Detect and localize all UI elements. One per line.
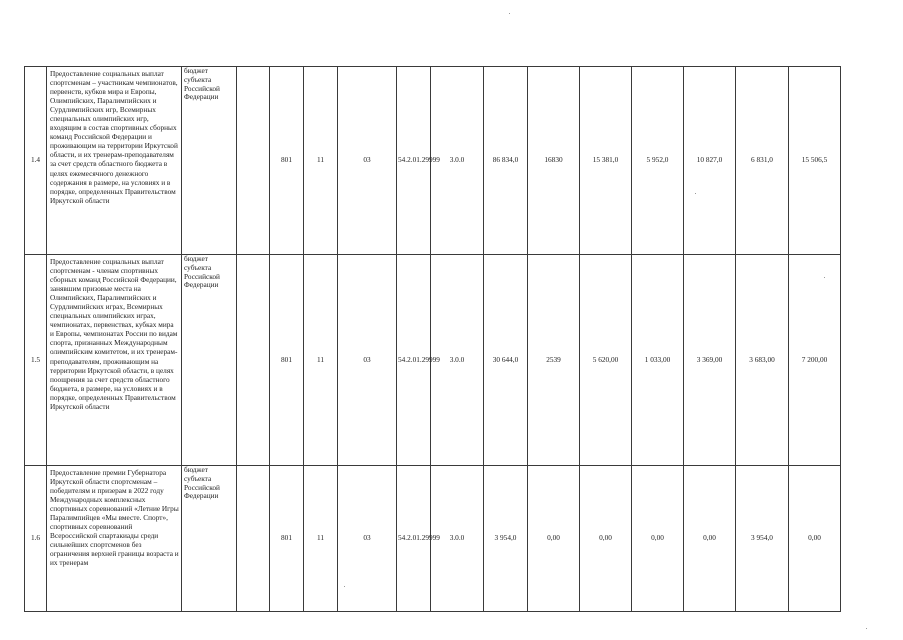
scan-speck [824, 277, 825, 278]
cell-subsection-code: 03 [338, 67, 397, 255]
cell-value: 2539 [528, 255, 580, 466]
cell-value: 6 831,0 [736, 67, 789, 255]
cell-ministry-code: 801 [270, 67, 304, 255]
row-number: 1.6 [25, 466, 47, 612]
cell-expense-type: 3.0.0 [431, 466, 484, 612]
cell-target-article: 54.2.01.29999 [397, 466, 431, 612]
scan-speck [344, 586, 345, 587]
funding-source: бюджет субъекта Российской Федерации [182, 67, 237, 255]
cell-expense-type: 3.0.0 [431, 255, 484, 466]
cell-value: 7 200,00 [789, 255, 841, 466]
cell-value: 3 954,0 [736, 466, 789, 612]
cell-value: 3 369,00 [684, 255, 736, 466]
cell-value: 0,00 [632, 466, 684, 612]
cell-value: 5 952,0 [632, 67, 684, 255]
cell-value: 0,00 [789, 466, 841, 612]
cell-value: 1 033,00 [632, 255, 684, 466]
cell-value: 16830 [528, 67, 580, 255]
scan-speck [866, 628, 867, 629]
funding-source: бюджет субъекта Российской Федерации [182, 255, 237, 466]
scan-speck [509, 13, 510, 14]
table-row [25, 466, 841, 612]
cell-subsection-code: 03 [338, 255, 397, 466]
table-row [25, 255, 841, 466]
cell-value: 5 620,00 [580, 255, 632, 466]
cell-value: 0,00 [528, 466, 580, 612]
row-description: Предоставление социальных выплат спортсменам – участникам чемпионатов, первенств, кубков мира и Европы, Олимпийских, Паралимпийских и Сурдлимпийских игр, Всемирных специальных олимпийских игр, входящим в состав спортивных сборных команд Российской Федерации и проживающим на территории Иркутской области, и их тренерам-преподавателям за счет средств областного бюджета в целях ежемесячного денежного содержания в размере, на условиях и в порядке, определенных Правительством Иркутской области [47, 67, 182, 255]
cell-ministry-code: 801 [270, 255, 304, 466]
cell-subsection-code: 03 [338, 466, 397, 612]
cell-expense-type: 3.0.0 [431, 67, 484, 255]
cell-target-article: 54.2.01.29999 [397, 67, 431, 255]
table-row [25, 67, 841, 255]
cell-ministry-code: 801 [270, 466, 304, 612]
row-description: Предоставление социальных выплат спортсменам - членам спортивных сборных команд Российской Федерации, занявшим призовые места на Олимпийских, Паралимпийских и Сурдлимпийских играх, Всемирных специальных олимпийских играх, чемпионатах, первенствах, кубках мира и Европы, чемпионатах России по видам спорта, признанных Международным олимпийским комитетом, и их тренерам-преподавателям, проживающим на территории Иркутской области, в целях поощрения за счет средств областного бюджета, в размере, на условиях и в порядке, определенных Правительством Иркутской области [47, 255, 182, 466]
cell-value: 30 644,0 [484, 255, 528, 466]
row-number: 1.5 [25, 255, 47, 466]
cell-value: 15 506,5 [789, 67, 841, 255]
row-empty-cell [237, 255, 270, 466]
cell-value: 3 954,0 [484, 466, 528, 612]
funding-source: бюджет субъекта Российской Федерации [182, 466, 237, 612]
cell-value: 0,00 [684, 466, 736, 612]
scan-speck [695, 193, 696, 194]
cell-value: 3 683,00 [736, 255, 789, 466]
cell-value: 15 381,0 [580, 67, 632, 255]
cell-target-article: 54.2.01.29999 [397, 255, 431, 466]
row-empty-cell [237, 466, 270, 612]
cell-value: 0,00 [580, 466, 632, 612]
cell-section-code: 11 [304, 255, 338, 466]
cell-section-code: 11 [304, 466, 338, 612]
row-empty-cell [237, 67, 270, 255]
cell-value: 10 827,0 [684, 67, 736, 255]
row-number: 1.4 [25, 67, 47, 255]
row-description: Предоставление премии Губернатора Иркутской области спортсменам – победителям и призерам в 2022 году Международных комплексных спортивных соревнований «Летние Игры Паралимпийцев «Мы вместе. Спорт», спортивных соревнований Всероссийской спартакиады среди сильнейших спортсменов без ограничения верхней границы возраста и их тренерам [47, 466, 182, 612]
cell-value: 86 834,0 [484, 67, 528, 255]
budget-table [24, 66, 841, 612]
cell-section-code: 11 [304, 67, 338, 255]
